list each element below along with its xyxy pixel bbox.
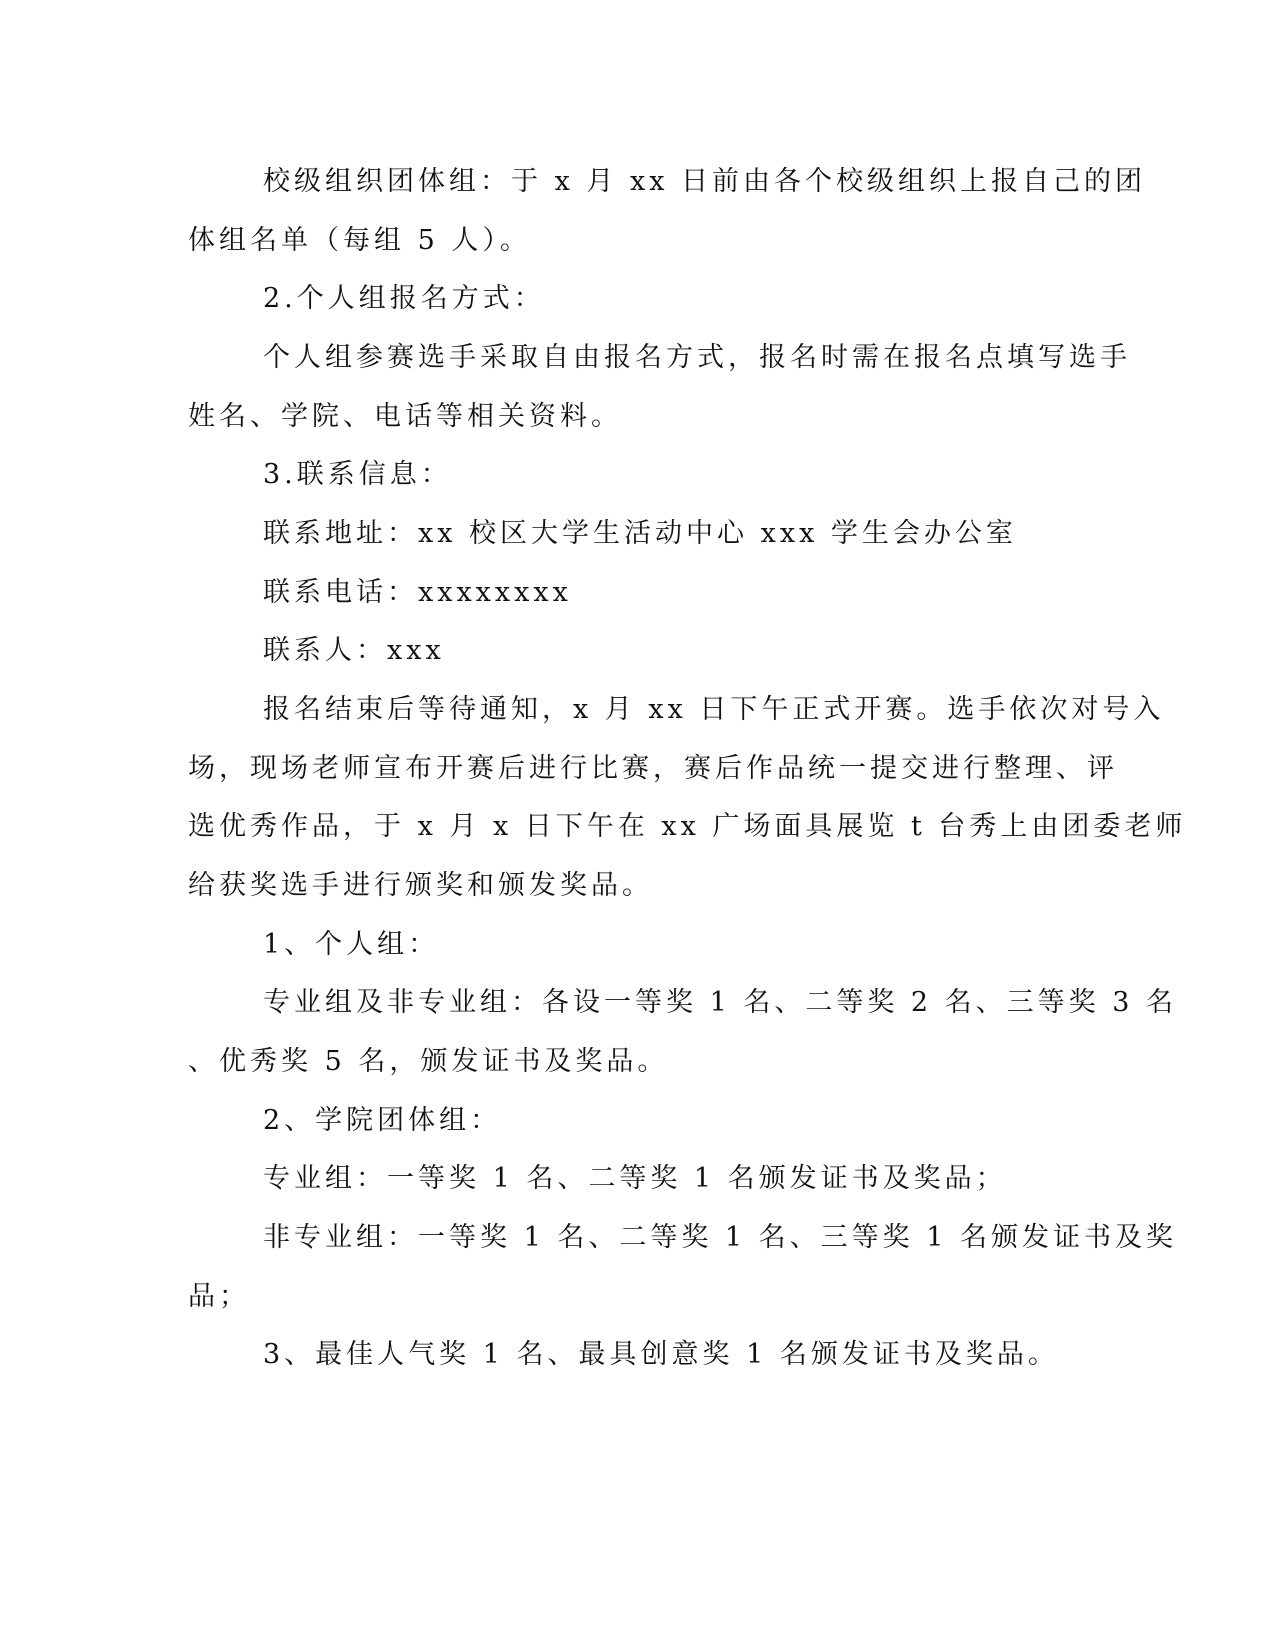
contact-address: 联系地址：xx 校区大学生活动中心 xxx 学生会办公室: [263, 518, 1017, 549]
paragraph-line: 个人组参赛选手采取自由报名方式，报名时需在报名点填写选手: [263, 342, 1131, 373]
paragraph-line: 体组名单（每组 5 人）。: [188, 225, 531, 256]
paragraph-line: 专业组及非专业组：各设一等奖 1 名、二等奖 2 名、三等奖 3 名: [263, 987, 1178, 1018]
section-heading: 2、学院团体组：: [263, 1105, 502, 1136]
paragraph-line: 给获奖选手进行颁奖和颁发奖品。: [188, 870, 653, 901]
contact-phone: 联系电话：xxxxxxxx: [263, 577, 572, 608]
section-heading: 3.联系信息：: [263, 459, 452, 490]
paragraph-line: 专业组：一等奖 1 名、二等奖 1 名颁发证书及奖品；: [263, 1163, 1007, 1194]
paragraph-line: 、优秀奖 5 名，颁发证书及奖品。: [188, 1046, 669, 1077]
contact-person: 联系人：xxx: [263, 635, 445, 666]
paragraph-line: 姓名、学院、电话等相关资料。: [188, 401, 622, 432]
paragraph-line: 非专业组：一等奖 1 名、二等奖 1 名、三等奖 1 名颁发证书及奖: [263, 1222, 1178, 1253]
section-heading: 1、个人组：: [263, 929, 440, 960]
paragraph-line: 选优秀作品，于 x 月 x 日下午在 xx 广场面具展览 t 台秀上由团委老师: [188, 811, 1187, 842]
paragraph-line: 报名结束后等待通知，x 月 xx 日下午正式开赛。选手依次对号入: [263, 694, 1165, 725]
paragraph-line: 校级组织团体组：于 x 月 xx 日前由各个校级组织上报自己的团: [263, 166, 1147, 197]
paragraph-line: 场，现场老师宣布开赛后进行比赛，赛后作品统一提交进行整理、评: [188, 753, 1118, 784]
paragraph-line: 品；: [188, 1281, 250, 1312]
section-heading: 2.个人组报名方式：: [263, 283, 545, 314]
paragraph-line: 3、最佳人气奖 1 名、最具创意奖 1 名颁发证书及奖品。: [263, 1339, 1059, 1370]
